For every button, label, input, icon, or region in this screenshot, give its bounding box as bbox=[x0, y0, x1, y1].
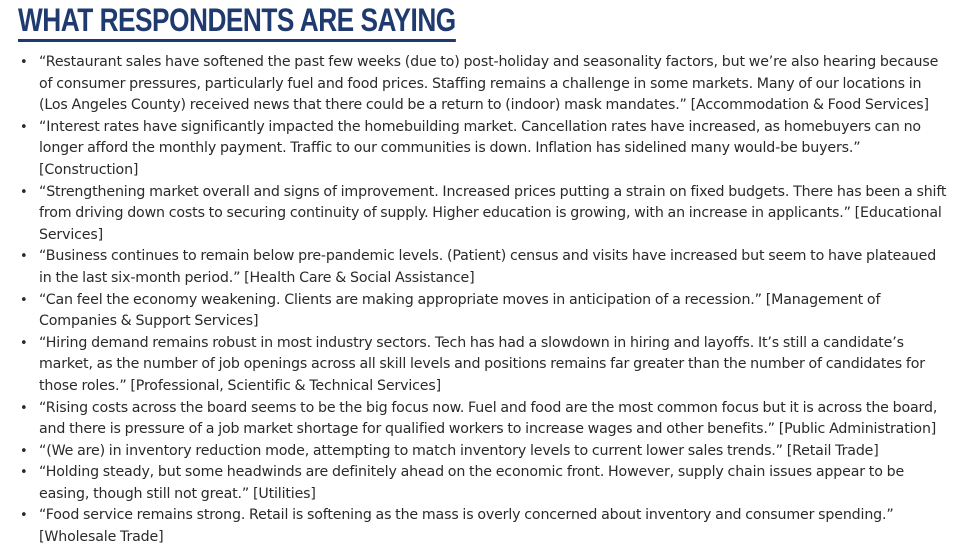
bullet-icon: • bbox=[20, 465, 28, 481]
quote-item bbox=[18, 333, 952, 398]
quote-text: “Food service remains strong. Retail is softening as the mass is overly concerned about inventory and consumer spending.” [Wholesale Trade] bbox=[39, 507, 894, 546]
quote-item bbox=[18, 462, 952, 505]
quote-text: “Strengthening market overall and signs of improvement. Increased prices putting a strain on fixed budgets. There has been a shift from driving down costs to securing continuity of supply. Higher education is growing, with an increase in applicants.” [Educational Services] bbox=[39, 183, 947, 243]
bullet-icon: • bbox=[20, 184, 28, 200]
bullet-icon: • bbox=[20, 335, 28, 351]
quote-item bbox=[18, 182, 952, 247]
quote-item bbox=[18, 246, 952, 289]
quote-text: “Business continues to remain below pre-pandemic levels. (Patient) census and visits have increased but seem to have plateaued in the last six-month period.” [Health Care & Social Assistance] bbox=[39, 248, 937, 286]
quote-text: “Can feel the economy weakening. Clients are making appropriate moves in anticipation of a recession.” [Management of Companies & Support Services] bbox=[39, 291, 881, 330]
bullet-icon: • bbox=[20, 400, 28, 416]
quote-text: “Holding steady, but some headwinds are definitely ahead on the economic front. However, supply chain issues appear to be easing, though still not great.” [Utilities] bbox=[39, 464, 905, 502]
quote-text: “Rising costs across the board seems to be the big focus now. Fuel and food are the most common focus but it is across the board, and there is pressure of a job market shortage for qualified workers to increase wages and other benefits.” [Public Administration] bbox=[39, 399, 938, 438]
quotes-list bbox=[18, 52, 952, 549]
bullet-icon: • bbox=[20, 443, 28, 459]
quote-text: “(We are) in inventory reduction mode, attempting to match inventory levels to current lower sales trends.” [Retail Trade] bbox=[39, 442, 879, 459]
quote-text: “Hiring demand remains robust in most industry sectors. Tech has had a slowdown in hiring and layoffs. It’s still a candidate’s market, as the number of job openings across all skill levels and positions remains far greater than the number of candidates for those roles.” [Professional, Scientific & Technical Services] bbox=[39, 334, 925, 394]
quote-item bbox=[18, 290, 952, 333]
quote-item bbox=[18, 441, 952, 463]
quote-item bbox=[18, 52, 952, 117]
quote-text: “Interest rates have significantly impacted the homebuilding market. Cancellation rates have increased, as homebuyers can no longer afford the monthly payment. Traffic to our communities is down. Inflation has sidelined many would-be buyers.” [Construction] bbox=[39, 118, 921, 178]
bullet-icon: • bbox=[20, 249, 28, 265]
section-heading: WHAT RESPONDENTS ARE SAYING bbox=[18, 2, 456, 42]
quote-item bbox=[18, 398, 952, 441]
bullet-icon: • bbox=[20, 119, 28, 135]
bullet-icon: • bbox=[20, 508, 28, 524]
bullet-icon: • bbox=[20, 292, 28, 308]
bullet-icon: • bbox=[20, 55, 28, 70]
quote-item bbox=[18, 117, 952, 182]
quote-text: “Restaurant sales have softened the past few weeks (due to) post-holiday and seasonality factors, but we’re also hearing because of consumer pressures, particularly fuel and food prices. Staffing remains a challenge in some markets. Many of our locations in (Los Angeles County) received news that there could be a return to (indoor) mask mandates.” [Accommodation & Food Services] bbox=[39, 54, 939, 114]
